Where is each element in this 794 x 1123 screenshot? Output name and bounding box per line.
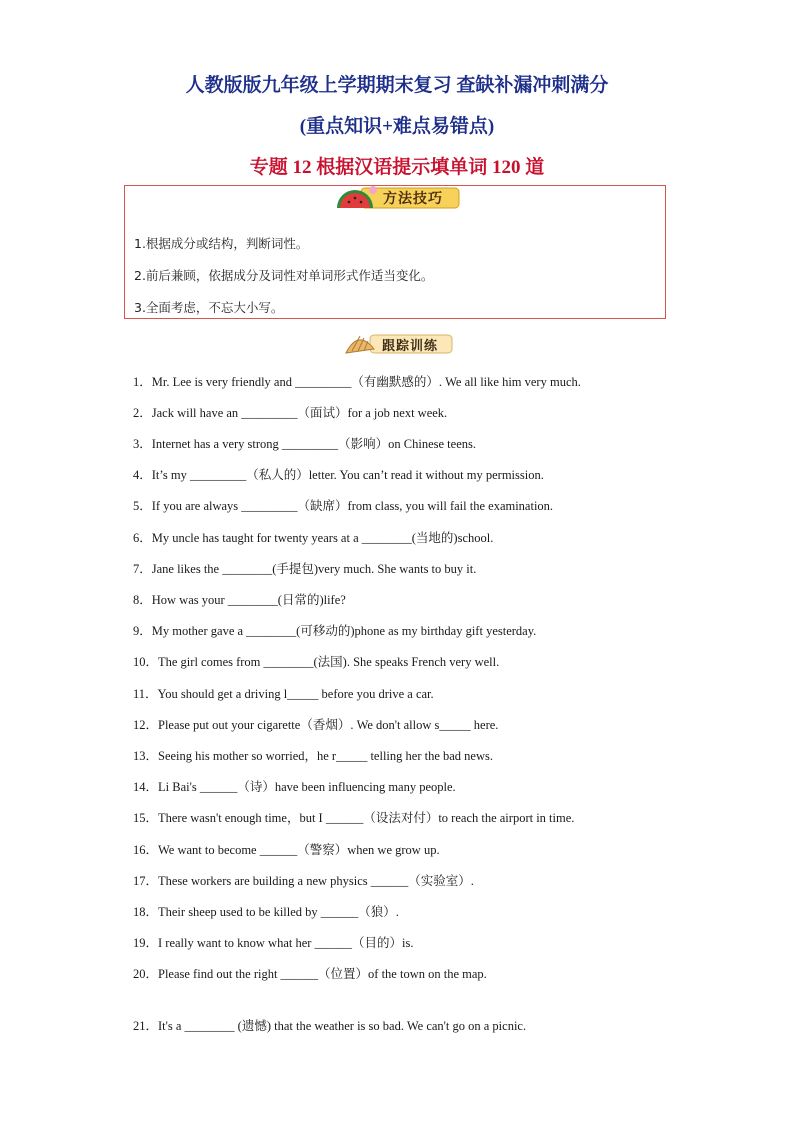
question-item: 3．Internet has a very strong _________（影响）on Chinese teens. — [133, 437, 476, 451]
method-tips-box — [124, 185, 666, 319]
practice-badge — [340, 327, 455, 359]
question-item: 13．Seeing his mother so worried，he r_____ telling her the bad news. — [133, 749, 493, 763]
question-item: 21．It's a ________ (遗憾) that the weather is so bad. We can't go on a picnic. — [133, 1019, 527, 1033]
question-item: 1．Mr. Lee is very friendly and _________（有幽默感的）. We all like him very much. — [133, 375, 581, 389]
doc-title: 人教版版九年级上学期期末复习 查缺补漏冲刺满分 — [185, 75, 609, 96]
method-badge-label: 方法技巧 — [383, 191, 443, 207]
question-item: 8．How was your ________(日常的)life? — [133, 593, 346, 607]
question-item: 2．Jack will have an _________（面试）for a job next week. — [133, 406, 448, 420]
question-item: 20．Please find out the right ______（位置）of the town on the map. — [133, 967, 487, 981]
question-item: 18．Their sheep used to be killed by ______（狼）. — [133, 905, 399, 919]
question-item: 17．These workers are building a new physics ______（实验室）. — [133, 874, 474, 888]
tip-item: 3.全面考虑，不忘大小写。 — [134, 300, 284, 315]
topic-title: 专题 12 根据汉语提示填单词 120 道 — [249, 157, 545, 178]
question-item: 9．My mother gave a ________(可移动的)phone as my birthday gift yesterday. — [133, 624, 537, 638]
doc-subtitle: (重点知识+难点易错点) — [299, 116, 495, 137]
tip-item: 2.前后兼顾，依据成分及词性对单词形式作适当变化。 — [134, 268, 434, 283]
tip-item: 1.根据成分或结构，判断词性。 — [134, 236, 309, 251]
question-item: 4．It’s my _________（私人的）letter. You can’t read it without my permission. — [133, 468, 544, 482]
question-item: 7．Jane likes the ________(手提包)very much. She wants to buy it. — [133, 562, 477, 576]
question-item: 6．My uncle has taught for twenty years at a ________(当地的)school. — [133, 531, 494, 545]
question-item: 14．Li Bai's ______（诗）have been influencing many people. — [133, 780, 456, 794]
question-item: 5．If you are always _________（缺席）from class, you will fail the examination. — [133, 499, 554, 513]
practice-badge-label: 跟踪训练 — [382, 339, 439, 354]
question-item: 10．The girl comes from ________(法国). She speaks French very well. — [133, 655, 500, 669]
question-item: 19．I really want to know what her ______（目的）is. — [133, 936, 414, 950]
question-item: 15．There wasn't enough time，but I ______（设法对付）to reach the airport in time. — [133, 811, 575, 825]
question-item: 16．We want to become ______（警察）when we grow up. — [133, 843, 440, 857]
method-badge — [333, 180, 463, 214]
question-item: 11．You should get a driving l_____ before you drive a car. — [133, 687, 434, 701]
question-item: 12．Please put out your cigarette（香烟）. We don't allow s_____ here. — [133, 718, 499, 732]
